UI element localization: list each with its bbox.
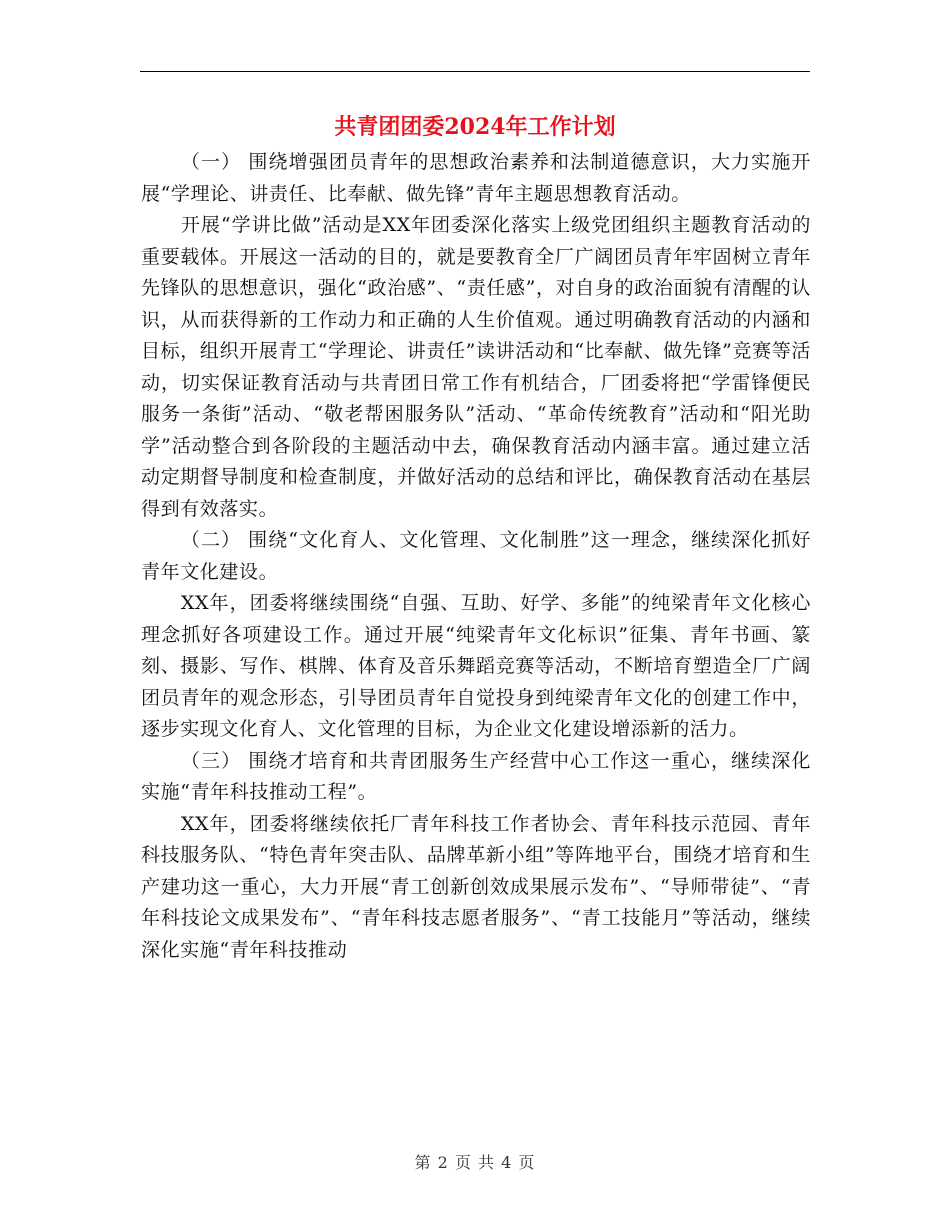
body-paragraph: 开展“学讲比做”活动是XX年团委深化落实上级党团组织主题教育活动的重要载体。开展这一活动的目的，就是要教育全厂广阔团员青年牢固树立青年先锋队的思想意识，强化“政治感”、“责任感”，对自身的政治面貌有清醒的认识，从而获得新的工作动力和正确的人生价值观。通过明确教育活动的内涵和目标，组织开展青工“学理论、讲责任”读讲活动和“比奉献、做先锋”竞赛等活动，切实保证教育活动与共青团日常工作有机结合，厂团委将把“学雷锋便民服务一条街”活动、“敬老帮困服务队”活动、“革命传统教育”活动和“阳光助学”活动整合到各阶段的主题活动中去，确保教育活动内涵丰富。通过建立活动定期督导制度和检查制度，并做好活动的总结和评比，确保教育活动在基层得到有效落实。 (141, 214, 811, 520)
page-number-footer: 第 2 页 共 4 页 (414, 1153, 536, 1172)
section-heading-3: （三） 围绕才培育和共青团服务生产经营中心工作这一重心，继续深化实施“青年科技推动工程”。 (141, 749, 811, 803)
document-body (141, 147, 811, 966)
body-paragraph: XX年，团委将继续依托厂青年科技工作者协会、青年科技示范园、青年科技服务队、“特色青年突击队、品牌革新小组”等阵地平台，围绕才培育和生产建功这一重心，大力开展“青工创新创效成果展示发布”、“导师带徒”、“青年科技论文成果发布”、“青年科技志愿者服务”、“青工技能月”等活动，继续深化实施“青年科技推动 (141, 812, 811, 961)
section-heading-2: （二） 围绕“文化育人、文化管理、文化制胜”这一理念，继续深化抓好青年文化建设。 (141, 529, 811, 583)
section-heading-1: （一） 围绕增强团员青年的思想政治素养和法制道德意识，大力实施开展“学理论、讲责任、比奉献、做先锋”青年主题思想教育活动。 (141, 151, 811, 205)
body-paragraph: XX年，团委将继续围绕“自强、互助、好学、多能”的纯梁青年文化核心理念抓好各项建设工作。通过开展“纯梁青年文化标识”征集、青年书画、篆刻、摄影、写作、棋牌、体育及音乐舞蹈竞赛等活动，不断培育塑造全厂广阔团员青年的观念形态，引导团员青年自觉投身到纯梁青年文化的创建工作中，逐步实现文化育人、文化管理的目标，为企业文化建设增添新的活力。 (141, 592, 811, 740)
header-rule (140, 71, 810, 72)
document-title: 共青团团委2024年工作计划 (334, 114, 616, 140)
